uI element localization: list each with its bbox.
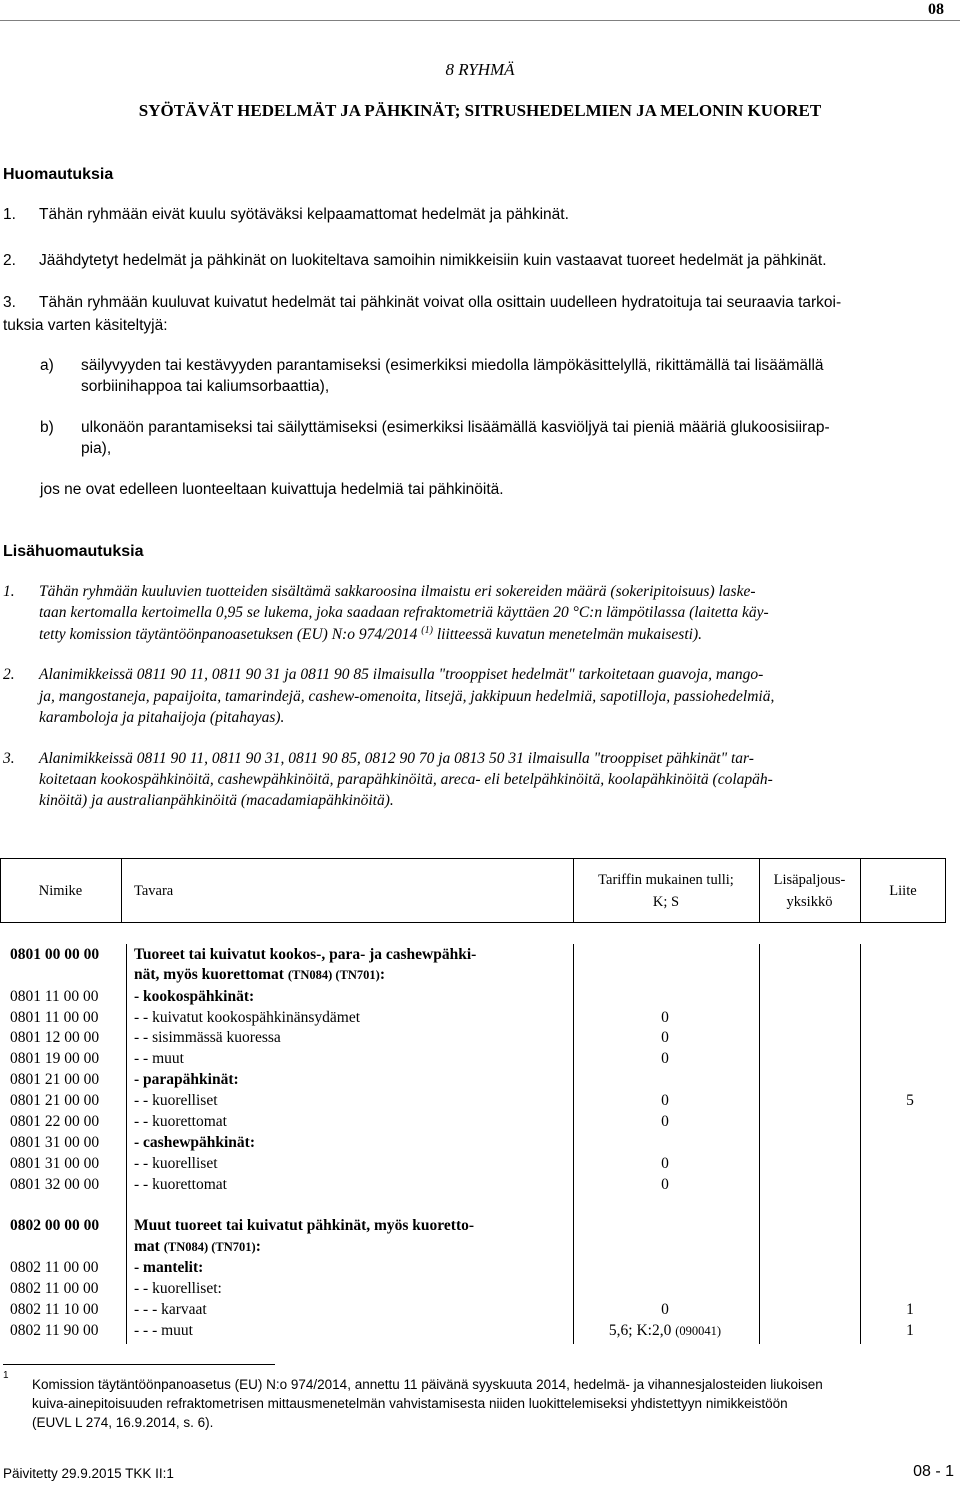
table-row-note: 1 (906, 1301, 914, 1318)
col-tavara-header: Tavara (134, 883, 174, 899)
table-row-note: 1 (906, 1322, 914, 1339)
add-note-1-line-3a: tetty komission täytäntöönpanoasetuksen (EU) N:o 974/2014 (39, 626, 418, 644)
note-2-text: Jäähdytetyt hedelmät ja pähkinät on luokiteltava samoihin nimikkeisiin kuin vastaavat tuoreet hedelmät ja pähkinät. (39, 252, 827, 269)
desc-tail: : (379, 966, 386, 983)
note-3-a-line-2: sorbiinihappoa tai kaliumsorbaattia), (81, 378, 330, 395)
table-row-desc: - kookospähkinät: (134, 988, 255, 1005)
table-row-desc: - mantelit: (134, 1259, 204, 1276)
table-row-duty: 0 (661, 1176, 669, 1193)
chapter-number: 8 RYHMÄ (445, 60, 515, 79)
table-row-code: 0801 19 00 00 (10, 1050, 100, 1067)
desc-main: nät, myös kuorettomat (134, 966, 284, 983)
col-lisa-header-line-2: yksikkö (786, 894, 833, 910)
table-row-desc: - - kuorelliset: (134, 1280, 222, 1297)
footnote-marker: 1 (3, 1370, 9, 1381)
table-row-desc: - - sisimmässä kuoressa (134, 1029, 281, 1046)
add-note-3-line-1: Alanimikkeissä 0811 90 11, 0811 90 31, 0811 90 85, 0812 90 70 ja 0813 50 31 ilmaisulla "trooppiset pähkinät" tar- (39, 750, 754, 767)
note-3-number: 3. (3, 294, 16, 311)
col-tulli-header-line-1: Tariffin mukainen tulli; (598, 872, 734, 888)
table-row-duty: 0 (661, 1092, 669, 1109)
table-row-duty: 0 (661, 1009, 669, 1026)
table-row-code: 0802 00 00 00 (10, 1217, 100, 1234)
table-row-duty: 0 (661, 1050, 669, 1067)
note-3-b-label: b) (40, 419, 54, 436)
desc-ref: (TN084) (TN701) (287, 968, 380, 982)
header-divider (0, 20, 960, 21)
table-row-desc: - parapähkinät: (134, 1071, 239, 1088)
table-row-code: 0801 31 00 00 (10, 1155, 100, 1172)
chapter-title: SYÖTÄVÄT HEDELMÄT JA PÄHKINÄT; SITRUSHEDELMIEN JA MELONIN KUORET (138, 101, 822, 120)
table-row-desc: - - kuorelliset (134, 1092, 218, 1109)
footnote-ref: (1) (421, 625, 433, 636)
add-note-1-line-3 (39, 625, 702, 644)
table-row-desc: - - - muut (134, 1322, 193, 1339)
footer-updated: Päivitetty 29.9.2015 TKK II:1 (3, 1466, 174, 1481)
table-row-code: 0802 11 00 00 (10, 1259, 99, 1276)
note-3-a-line-1: säilyvyyden tai kestävyyden parantamiseksi (esimerkiksi miedolla lämpökäsittelyllä, rikittämällä tai lisäämällä (81, 357, 824, 374)
footer-page-number: 08 - 1 (913, 1463, 954, 1480)
body-rule-1 (126, 944, 127, 1344)
table-row-duty (575, 1322, 755, 1340)
table-row-code: 0802 11 10 00 (10, 1301, 99, 1318)
col-liite-header: Liite (889, 883, 917, 899)
note-3-a-label: a) (40, 357, 54, 374)
note-1-text: Tähän ryhmään eivät kuulu syötäväksi kelpaamattomat hedelmät ja pähkinät. (39, 206, 569, 223)
table-row-duty: 0 (661, 1029, 669, 1046)
notes-heading: Huomautuksia (3, 166, 114, 183)
table-row-code: 0801 21 00 00 (10, 1071, 100, 1088)
add-note-2-line-2: ja, mangostaneja, papaijoita, tamarindejä, cashew-omenoita, litsejä, jakkipuun hedelmiä, sapotilloja, passiohedelmiä, (39, 688, 775, 705)
table-row-desc: - - kuivatut kookospähkinänsydämet (134, 1009, 360, 1026)
add-note-1-line-2: taan kertomalla kertoimella 0,95 se lukema, joka saadaan refraktometriä käyttäen 20 °C:n lämpötilassa (laitetta käy- (39, 604, 769, 621)
table-row-desc: - cashewpähkinät: (134, 1134, 256, 1151)
duty-main: 5,6; K:2,0 (608, 1322, 672, 1339)
table-row-desc (134, 1238, 261, 1256)
note-1-number: 1. (3, 206, 16, 223)
footnote-rule (3, 1364, 275, 1365)
footnote-line-1: Komission täytäntöönpanoasetus (EU) N:o 974/2014, annettu 11 päivänä syyskuuta 2014, hedelmä- ja vihannesjalosteiden liukoisen (32, 1377, 823, 1392)
table-row-desc: Muut tuoreet tai kuivatut pähkinät, myös kuoretto- (134, 1217, 475, 1234)
table-row-code: 0801 31 00 00 (10, 1134, 100, 1151)
note-3-b-line-2: pia), (81, 440, 112, 457)
note-3-b-line-1: ulkonäön parantamiseksi tai säilyttämiseksi (esimerkiksi lisäämällä kasviöljyä tai pieniä määriä glukoosisiirap- (81, 419, 830, 436)
table-row-code: 0802 11 00 00 (10, 1280, 99, 1297)
add-note-2-line-1: Alanimikkeissä 0811 90 11, 0811 90 31 ja 0811 90 85 ilmaisulla "trooppiset hedelmät" tarkoitetaan guavoja, mango- (39, 666, 764, 683)
footnote-line-2: kuiva-ainepitoisuuden refraktometrisen mittausmenetelmän vahvistamisesta niiden luokittelemiseksi yhdistettyyn nimikkeistöön (32, 1396, 788, 1411)
table-row-desc: - - - karvaat (134, 1301, 207, 1318)
desc-tail: : (255, 1238, 261, 1255)
note-3-line-1: Tähän ryhmään kuuluvat kuivatut hedelmät tai pähkinät voivat olla osittain uudelleen hydratoituja tai seuraavia tarkoi- (39, 294, 842, 311)
add-note-1-line-3b: liitteessä kuvatun menetelmän mukaisesti). (436, 626, 702, 644)
table-row-code: 0801 00 00 00 (10, 946, 100, 963)
note-2-number: 2. (3, 252, 16, 269)
add-note-1-number: 1. (3, 583, 15, 600)
add-note-1-line-1: Tähän ryhmään kuuluvien tuotteiden sisältämä sakkaroosina ilmaistu eri sokereiden määrä (sokeripitoisuus) laske- (39, 583, 756, 600)
header-divider-1 (121, 858, 122, 923)
col-tulli-header-line-2: K; S (652, 894, 680, 910)
body-rule-2 (573, 944, 574, 1344)
table-row-code: 0801 32 00 00 (10, 1176, 100, 1193)
col-lisa-header-line-1: Lisäpaljous- (773, 872, 846, 888)
table-row-note: 5 (906, 1092, 914, 1109)
table-row-code: 0801 21 00 00 (10, 1092, 100, 1109)
page-header-bar (0, 0, 960, 20)
page-code: 08 (928, 1, 944, 18)
duty-code: (090041) (675, 1324, 722, 1338)
desc-main: mat (134, 1238, 160, 1255)
table-row-duty: 0 (661, 1301, 669, 1318)
additional-notes-heading: Lisähuomautuksia (3, 543, 144, 560)
table-row-desc: Tuoreet tai kuivatut kookos-, para- ja cashewpähki- (134, 946, 477, 963)
table-row-desc (134, 966, 385, 984)
table-row-desc: - - kuorettomat (134, 1113, 227, 1130)
body-rule-3 (759, 944, 760, 1344)
table-row-code: 0801 22 00 00 (10, 1113, 100, 1130)
table-row-code: 0801 11 00 00 (10, 1009, 99, 1026)
table-row-desc: - - muut (134, 1050, 184, 1067)
col-nimike-header: Nimike (38, 883, 83, 899)
table-row-desc: - - kuorettomat (134, 1176, 227, 1193)
table-row-code: 0801 11 00 00 (10, 988, 99, 1005)
body-rule-4 (860, 944, 861, 1344)
table-row-desc: - - kuorelliset (134, 1155, 218, 1172)
add-note-3-line-3: kinöitä) ja australianpähkinöitä (macadamiapähkinöitä). (39, 792, 394, 809)
table-row-duty: 0 (661, 1113, 669, 1130)
footnote-line-3: (EUVL L 274, 16.9.2014, s. 6). (32, 1415, 214, 1430)
add-note-3-line-2: koitetaan kookospähkinöitä, cashewpähkinöitä, parapähkinöitä, areca- eli betelpähkinöitä, koolapähkinöitä (colapäh- (39, 771, 773, 788)
note-3-closing: jos ne ovat edelleen luonteeltaan kuivattuja hedelmiä tai pähkinöitä. (40, 481, 504, 498)
desc-ref: (TN084) (TN701) (163, 1240, 256, 1254)
table-row-code: 0801 12 00 00 (10, 1029, 100, 1046)
table-row-duty: 0 (661, 1155, 669, 1172)
add-note-2-line-3: karamboloja ja pitahaijoja (pitahayas). (39, 709, 285, 726)
table-row-code: 0802 11 90 00 (10, 1322, 99, 1339)
add-note-3-number: 3. (3, 750, 15, 767)
note-3-line-2: tuksia varten käsiteltyjä: (3, 317, 168, 334)
add-note-2-number: 2. (3, 666, 15, 683)
